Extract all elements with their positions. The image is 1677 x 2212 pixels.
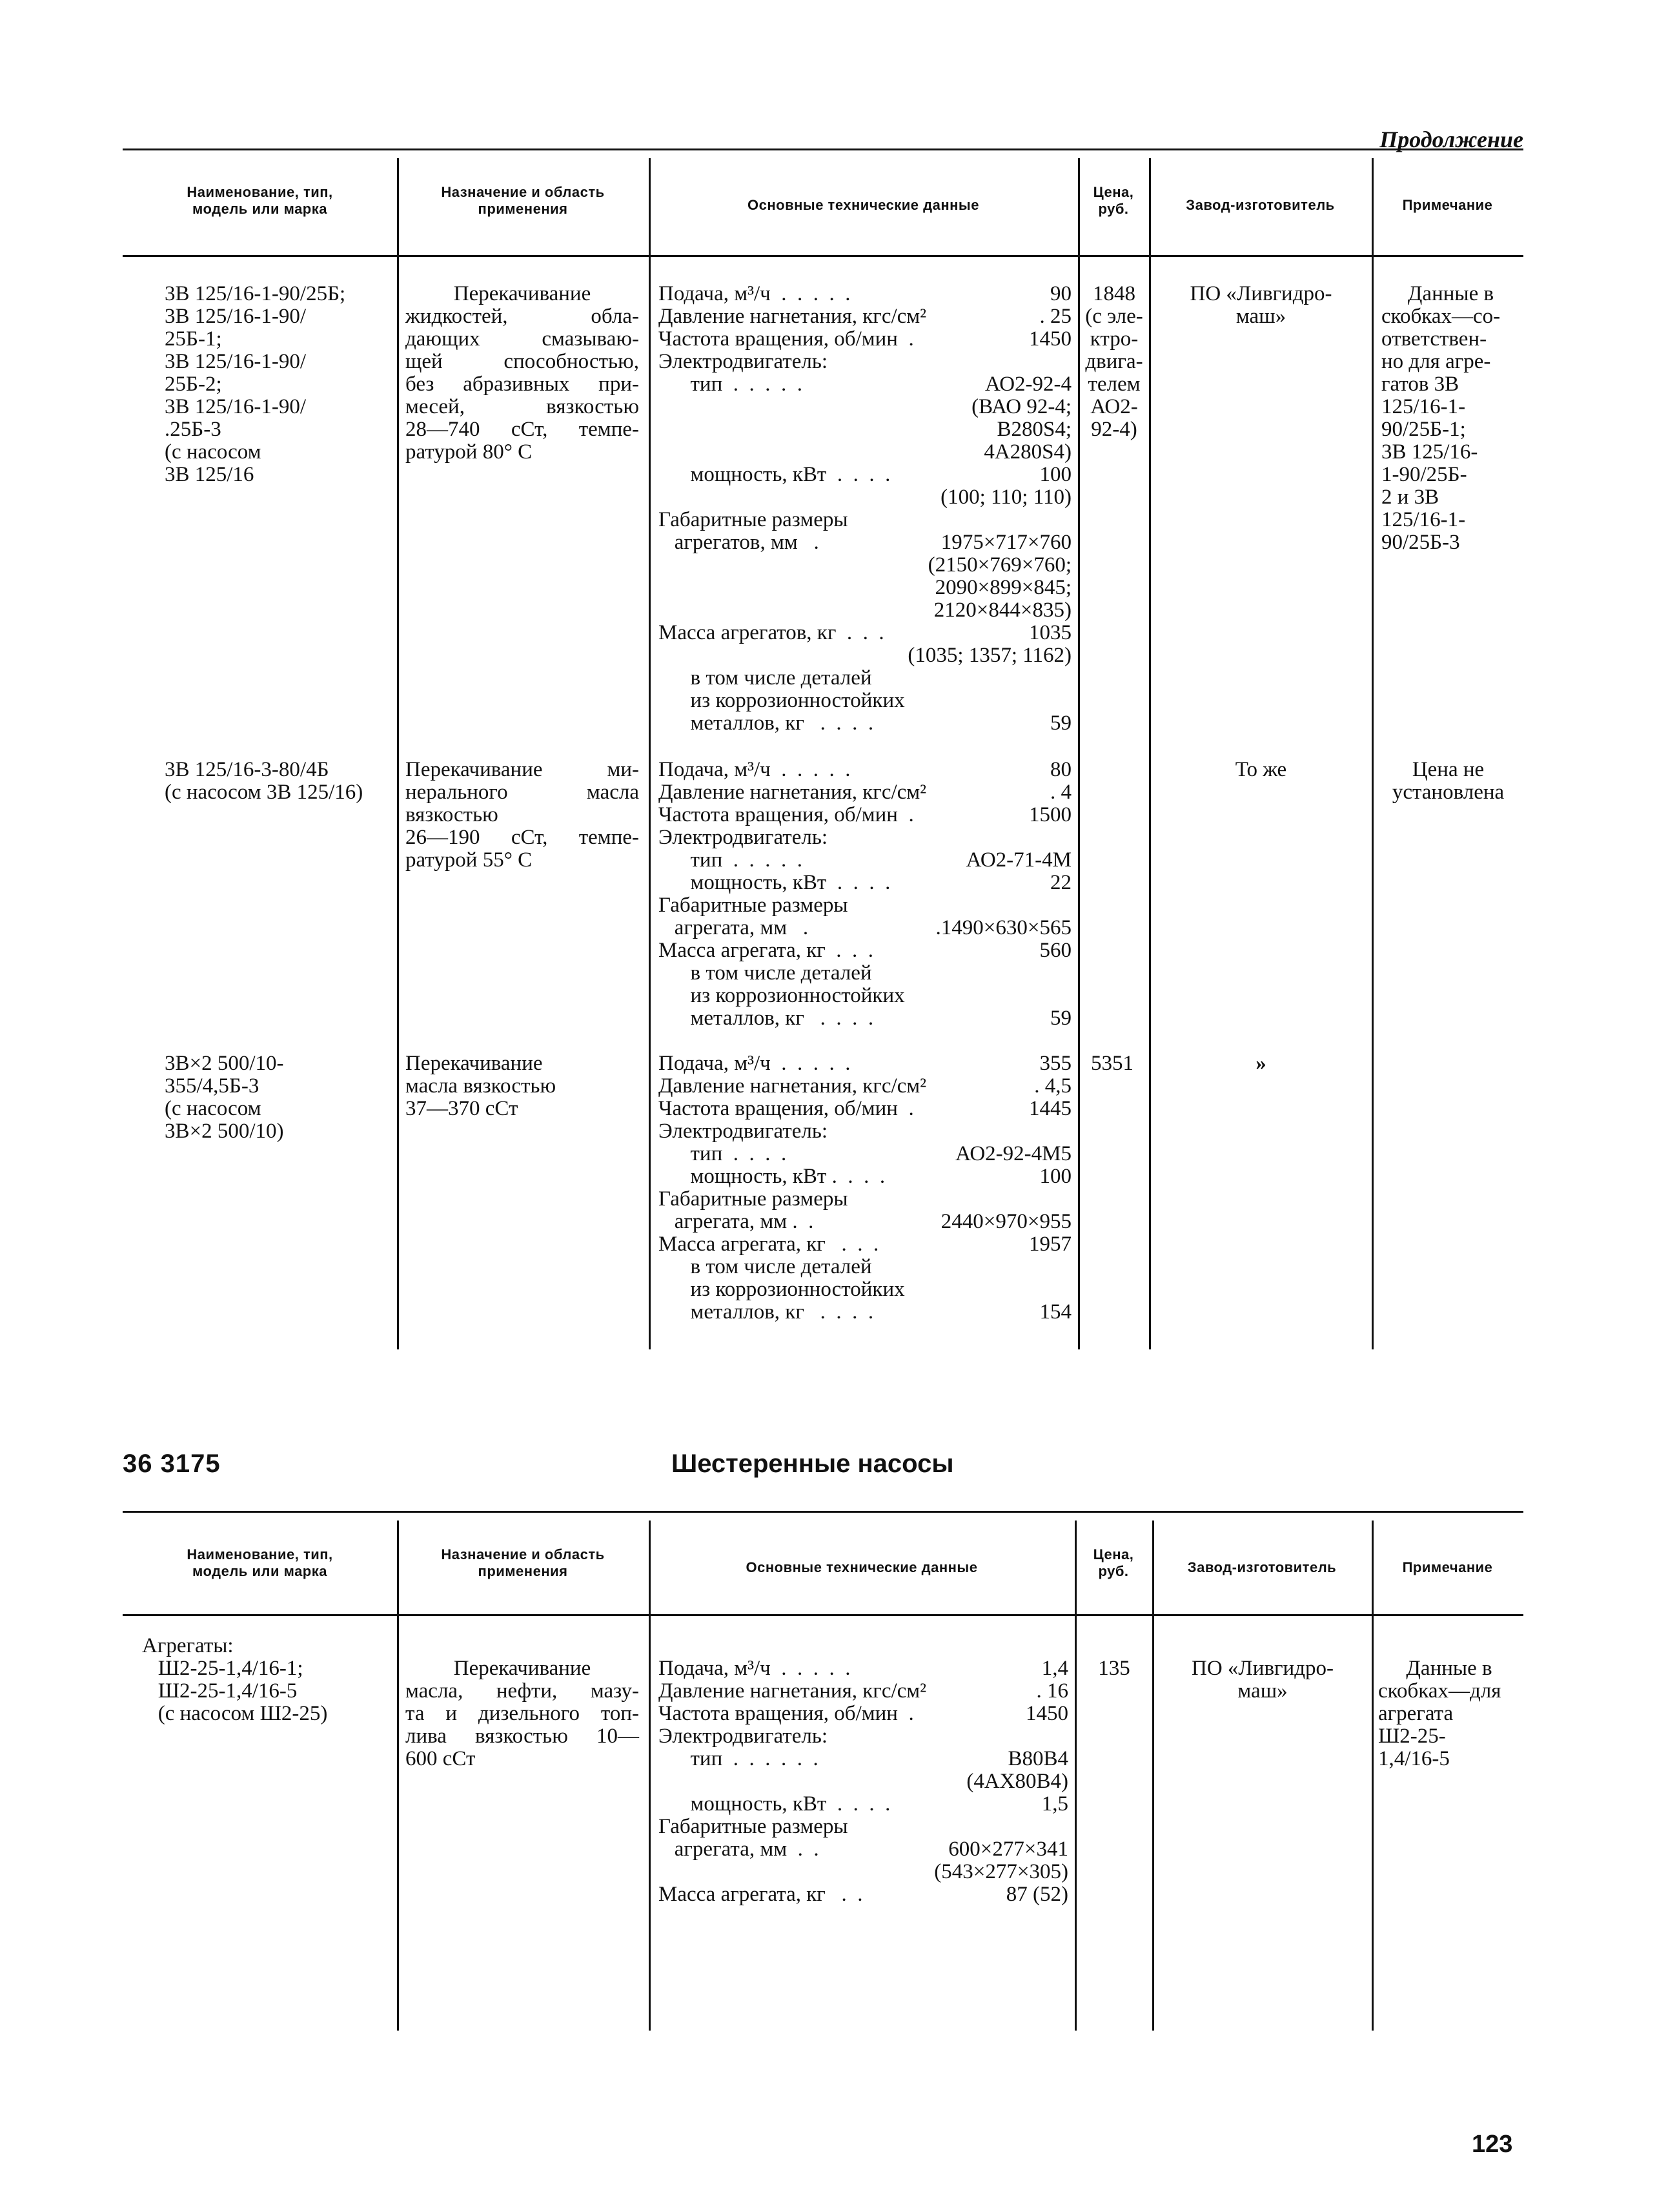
text-line: 25Б-1; (165, 327, 222, 351)
text-line: масла вязкостью (405, 1074, 556, 1098)
table-row-3-tech (658, 1052, 1072, 1324)
tech-label: Габаритные размеры (658, 508, 848, 531)
tech-value: (1035; 1357; 1162) (908, 644, 1072, 667)
tech-value: 59 (1050, 712, 1072, 735)
text-line: 90/25Б-3 (1381, 531, 1460, 554)
tech-label: Частота вращения, об/мин . (658, 327, 914, 351)
tech-row (658, 1143, 1072, 1165)
text-line: без абразивных при- (405, 373, 639, 396)
page-number: 123 (1472, 2131, 1513, 2158)
text-line: 3В 125/16-1-90/ (165, 395, 307, 418)
tech-value: 2120×844×835) (933, 599, 1072, 622)
tech-row (658, 1770, 1068, 1793)
text-line: двига- (1085, 350, 1143, 373)
tech-label: из коррозионностойких (658, 1278, 905, 1301)
tech-label: агрегата, мм . (658, 916, 809, 939)
tech-row (658, 1816, 1068, 1838)
tech-label: Подача, м³/ч . . . . . (658, 1052, 851, 1075)
tech-label: мощность, кВт . . . . (658, 1165, 886, 1188)
tech-value: . 25 (1039, 305, 1072, 328)
tech-row (658, 486, 1072, 509)
text-line: Ш2-25-1,4/16-5 (142, 1679, 298, 1703)
tech-row (658, 1793, 1068, 1816)
tech-value: 1035 (1029, 621, 1072, 644)
tech-label: агрегата, мм . . (658, 1210, 814, 1233)
tech-row (658, 781, 1072, 804)
tech-row (658, 554, 1072, 577)
text-line: 28—740 сСт, темпе- (405, 418, 639, 441)
table-row-2-maker (1150, 759, 1372, 781)
tech-row (658, 872, 1072, 894)
text-line: 25Б-2; (165, 373, 222, 396)
tech-value: 80 (1050, 758, 1072, 781)
text-line: но для агре- (1381, 350, 1491, 373)
tech-value: (2150×769×760; (928, 553, 1072, 577)
tech-value: 1445 (1029, 1097, 1072, 1120)
text-line: (с насосом (165, 1097, 261, 1120)
tech-label: в том числе деталей (658, 961, 872, 985)
tech-row (658, 759, 1072, 781)
table-row-2-name (165, 759, 397, 804)
tech-value: 100 (1039, 463, 1072, 486)
tech-row (658, 1098, 1072, 1120)
text-line: 37—370 сСт (405, 1097, 518, 1120)
text-line: 355/4,5Б-3 (165, 1074, 259, 1098)
tech-row (658, 441, 1072, 464)
tech-row (658, 1301, 1072, 1324)
tech-row (658, 531, 1072, 554)
section-title: Шестеренные насосы (671, 1449, 954, 1478)
tech-label: Масса агрегата, кг . . . (658, 1233, 879, 1256)
tech-value: (543×277×305) (934, 1860, 1068, 1883)
tech-label: Габаритные размеры (658, 1187, 848, 1211)
text-line: 3В 125/16-1-90/ (165, 350, 307, 373)
tech-label: Электродвигатель: (658, 1120, 828, 1143)
tech-value: 87 (52) (1006, 1883, 1068, 1906)
tech-label: Давление нагнетания, кгс/см² (658, 781, 927, 804)
tech-label: металлов, кг . . . . (658, 1007, 874, 1030)
text-line: 125/16-1- (1381, 508, 1466, 531)
tech-row (658, 373, 1072, 396)
tech-label: мощность, кВт . . . . (658, 871, 891, 894)
tech-row (658, 690, 1072, 712)
tech-label: тип . . . . (658, 1142, 787, 1165)
text-line: Ш2-25- (1378, 1725, 1446, 1748)
tech-row (658, 464, 1072, 486)
tech-row (658, 1052, 1072, 1075)
text-line: 600 сСт (405, 1747, 476, 1770)
tech-row (658, 1725, 1068, 1748)
text-line: гатов 3В (1381, 373, 1459, 396)
tech-row (658, 1233, 1072, 1256)
text-line: 3В 125/16- (1381, 440, 1478, 464)
text-line: ратурой 55° С (405, 848, 533, 872)
tech-row (658, 1748, 1068, 1770)
text-line: .25Б-3 (165, 418, 221, 441)
tech-row (658, 577, 1072, 599)
tech-value: В280S4; (997, 418, 1072, 441)
tech-label: Масса агрегата, кг . . (658, 1883, 863, 1906)
table2-row-1-note (1378, 1657, 1520, 1770)
table-row-2-purpose (405, 759, 639, 872)
text-line: скобках—со- (1381, 305, 1501, 328)
tech-label: Частота вращения, об/мин . (658, 1702, 914, 1725)
tech-row (658, 283, 1072, 305)
tech-label: агрегатов, мм . (658, 531, 819, 554)
tech-label: из коррозионностойких (658, 984, 905, 1007)
text-line: То же (1235, 758, 1287, 781)
tech-row (658, 351, 1072, 373)
tech-label: металлов, кг . . . . (658, 1300, 874, 1324)
text-line: 3В 125/16 (165, 463, 254, 486)
tech-value: 100 (1039, 1165, 1072, 1188)
tech-label: тип . . . . . . (658, 1747, 818, 1770)
tech-value: 1450 (1029, 327, 1072, 351)
text-line: нерального масла (405, 781, 639, 804)
tech-label: Габаритные размеры (658, 894, 848, 917)
text-line: 1,4/16-5 (1378, 1747, 1450, 1770)
table2-row-1-price (1076, 1657, 1152, 1680)
tech-label: Электродвигатель: (658, 826, 828, 849)
text-line: 3В 125/16-1-90/ (165, 305, 307, 328)
tech-value: 154 (1039, 1300, 1072, 1324)
text-line: 135 (1098, 1657, 1130, 1680)
tech-row (658, 1278, 1072, 1301)
tech-row (658, 1075, 1072, 1098)
tech-value: 1,5 (1041, 1792, 1068, 1816)
tech-label: тип . . . . . (658, 373, 802, 396)
header2-tech: Основные технические данные (746, 1559, 978, 1575)
text-line: Данные в (1407, 282, 1494, 305)
table2-row-1-name (142, 1635, 394, 1725)
tech-row (658, 985, 1072, 1007)
tech-row (658, 1680, 1068, 1703)
tech-label: Подача, м³/ч . . . . . (658, 1657, 851, 1680)
tech-row (658, 396, 1072, 418)
header-name: Наименование, тип, модель или марка (187, 184, 333, 217)
tech-row (658, 894, 1072, 917)
tech-value: . 16 (1036, 1679, 1068, 1703)
table-row-3-purpose (405, 1052, 639, 1120)
tech-value: (4АХ80В4) (966, 1770, 1068, 1793)
tech-value: 4А280S4) (984, 440, 1072, 464)
header-maker: Завод-изготовитель (1186, 197, 1335, 213)
tech-label: Электродвигатель: (658, 1725, 828, 1748)
tech-value: 2440×970×955 (940, 1210, 1072, 1233)
table-row-2-tech (658, 759, 1072, 1030)
header-purpose: Назначение и область применения (441, 184, 605, 217)
text-line: установлена (1392, 781, 1505, 804)
tech-value: (100; 110; 110) (940, 486, 1072, 509)
table-row-3-maker (1150, 1052, 1372, 1075)
text-line: та и дизельного топ- (405, 1702, 639, 1725)
tech-row (658, 622, 1072, 644)
tech-row (658, 1007, 1072, 1030)
text-line: 90/25Б-1; (1381, 418, 1466, 441)
tech-row (658, 1211, 1072, 1233)
text-line: ратурой 80° С (405, 440, 533, 464)
table-row-1-name (165, 283, 391, 486)
text-line: 3В 125/16-3-80/4Б (165, 758, 329, 781)
text-line: Перекачивание (453, 1657, 591, 1680)
header2-maker: Завод-изготовитель (1187, 1559, 1337, 1575)
text-line: 1848 (1093, 282, 1135, 305)
text-line: дающих смазываю- (405, 327, 639, 351)
tech-value: 90 (1050, 282, 1072, 305)
tech-value: 1957 (1029, 1233, 1072, 1256)
text-line: Цена не (1412, 758, 1485, 781)
tech-row (658, 305, 1072, 328)
text-line: Ш2-25-1,4/16-1; (142, 1657, 303, 1680)
text-line: щей способностью, (405, 350, 639, 373)
tech-row (658, 917, 1072, 939)
tech-value: .1490×630×565 (935, 916, 1072, 939)
table2-row-1-maker (1154, 1657, 1372, 1703)
header2-note: Примечание (1402, 1559, 1493, 1575)
tech-value: 560 (1039, 939, 1072, 962)
tech-label: мощность, кВт . . . . (658, 1792, 891, 1816)
table-row-2-note (1373, 759, 1523, 804)
text-line: 125/16-1- (1381, 395, 1466, 418)
tech-value: 2090×899×845; (935, 576, 1072, 599)
table-row-3-price (1091, 1052, 1149, 1075)
tech-value: В80В4 (1008, 1747, 1068, 1770)
tech-value: 1,4 (1041, 1657, 1068, 1680)
tech-value: 355 (1039, 1052, 1072, 1075)
text-line: жидкостей, обла- (405, 305, 639, 328)
tech-label: тип . . . . . (658, 848, 802, 872)
text-line: 26—190 сСт, темпе- (405, 826, 639, 849)
text-line: 3В×2 500/10) (165, 1120, 284, 1143)
tech-label: Масса агрегата, кг . . . (658, 939, 874, 962)
text-line: скобках—для (1378, 1679, 1501, 1703)
tech-value: 1975×717×760 (940, 531, 1072, 554)
section-code: 36 3175 (123, 1449, 221, 1478)
tech-value: АО2-71-4М (966, 848, 1072, 872)
tech-label: Подача, м³/ч . . . . . (658, 758, 851, 781)
text-line: 92-4) (1091, 418, 1137, 441)
tech-label: Частота вращения, об/мин . (658, 1097, 914, 1120)
tech-label: металлов, кг . . . . (658, 712, 874, 735)
tech-value: (ВАО 92-4; (971, 395, 1072, 418)
text-line: маш» (1237, 1679, 1288, 1703)
tech-label: из коррозионностойких (658, 689, 905, 712)
tech-row (658, 826, 1072, 849)
text-line: Перекачивание (453, 282, 591, 305)
tech-row (658, 1256, 1072, 1278)
text-line: масла, нефти, мазу- (405, 1679, 639, 1703)
text-line: 3В 125/16-1-90/25Б; (165, 282, 346, 305)
table-row-1-price (1079, 283, 1149, 441)
tech-row (658, 644, 1072, 667)
tech-row (658, 599, 1072, 622)
header-note: Примечание (1402, 197, 1493, 213)
table2-row-1-tech (658, 1657, 1068, 1906)
tech-row (658, 667, 1072, 690)
tech-row (658, 939, 1072, 962)
table-row-1-tech (658, 283, 1072, 735)
tech-label: Электродвигатель: (658, 350, 828, 373)
text-line: (с насосом (165, 440, 261, 464)
text-line: Перекачивание ми- (405, 758, 639, 781)
header-tech: Основные технические данные (747, 197, 979, 213)
text-line: (с насосом 3В 125/16) (165, 781, 363, 804)
header2-purpose: Назначение и область применения (441, 1546, 605, 1579)
header2-price: Цена, руб. (1093, 1546, 1134, 1579)
text-line: ктро- (1090, 327, 1139, 351)
text-line: ПО «Ливгидро- (1190, 282, 1332, 305)
table2-row-1-purpose (405, 1657, 639, 1770)
tech-row (658, 1120, 1072, 1143)
tech-label: в том числе деталей (658, 666, 872, 690)
table-row-1-note (1381, 283, 1520, 554)
tech-value: . 4,5 (1034, 1074, 1072, 1098)
tech-label: мощность, кВт . . . . (658, 463, 891, 486)
text-line: месей, вязкостью (405, 395, 639, 418)
tech-row (658, 328, 1072, 351)
tech-label: Частота вращения, об/мин . (658, 803, 914, 826)
text-line: Данные в (1406, 1657, 1492, 1680)
tech-value: 600×277×341 (948, 1838, 1068, 1861)
text-line: вязкостью (405, 803, 498, 826)
tech-row (658, 1883, 1068, 1906)
text-line: ПО «Ливгидро- (1191, 1657, 1334, 1680)
tech-row (658, 1703, 1068, 1725)
text-line: ответствен- (1381, 327, 1487, 351)
tech-label: в том числе деталей (658, 1255, 872, 1278)
text-line: (с эле- (1085, 305, 1143, 328)
tech-value: 1500 (1029, 803, 1072, 826)
header2-name: Наименование, тип, модель или марка (187, 1546, 333, 1579)
text-line: лива вязкостью 10— (405, 1725, 639, 1748)
text-line: Агрегаты: (142, 1634, 234, 1657)
tech-row (658, 1861, 1068, 1883)
tech-value: АО2-92-4 (985, 373, 1072, 396)
tech-label: агрегата, мм . . (658, 1838, 819, 1861)
text-line: 1-90/25Б- (1381, 463, 1467, 486)
tech-row (658, 509, 1072, 531)
tech-row (658, 1165, 1072, 1188)
tech-label: Масса агрегатов, кг . . . (658, 621, 884, 644)
table-row-1-maker (1150, 283, 1372, 328)
tech-label: Габаритные размеры (658, 1815, 848, 1838)
header-price: Цена, руб. (1093, 184, 1134, 217)
text-line: АО2- (1090, 395, 1138, 418)
tech-row (658, 804, 1072, 826)
tech-value: 59 (1050, 1007, 1072, 1030)
tech-label: Давление нагнетания, кгс/см² (658, 1074, 927, 1098)
tech-row (658, 962, 1072, 985)
text-line: телем (1088, 373, 1141, 396)
text-line: Перекачивание (405, 1052, 543, 1075)
text-line: маш» (1235, 305, 1286, 328)
tech-row (658, 849, 1072, 872)
table-row-1-purpose (405, 283, 639, 464)
tech-label: Подача, м³/ч . . . . . (658, 282, 851, 305)
tech-row (658, 1188, 1072, 1211)
tech-label: Давление нагнетания, кгс/см² (658, 1679, 927, 1703)
tech-row (658, 712, 1072, 735)
text-line: агрегата (1378, 1702, 1454, 1725)
tech-row (658, 418, 1072, 441)
tech-value: . 4 (1050, 781, 1072, 804)
text-line: » (1255, 1052, 1266, 1075)
text-line: (с насосом Ш2-25) (142, 1702, 328, 1725)
continuation-label: Продолжение (1379, 127, 1523, 152)
tech-label: Давление нагнетания, кгс/см² (658, 305, 927, 328)
tech-value: 22 (1050, 871, 1072, 894)
text-line: 3В×2 500/10- (165, 1052, 284, 1075)
tech-row (658, 1657, 1068, 1680)
text-line: 5351 (1091, 1052, 1133, 1075)
text-line: 2 и 3В (1381, 486, 1439, 509)
table-row-3-name (165, 1052, 391, 1143)
tech-value: 1450 (1026, 1702, 1068, 1725)
tech-row (658, 1838, 1068, 1861)
tech-value: АО2-92-4М5 (955, 1142, 1072, 1165)
